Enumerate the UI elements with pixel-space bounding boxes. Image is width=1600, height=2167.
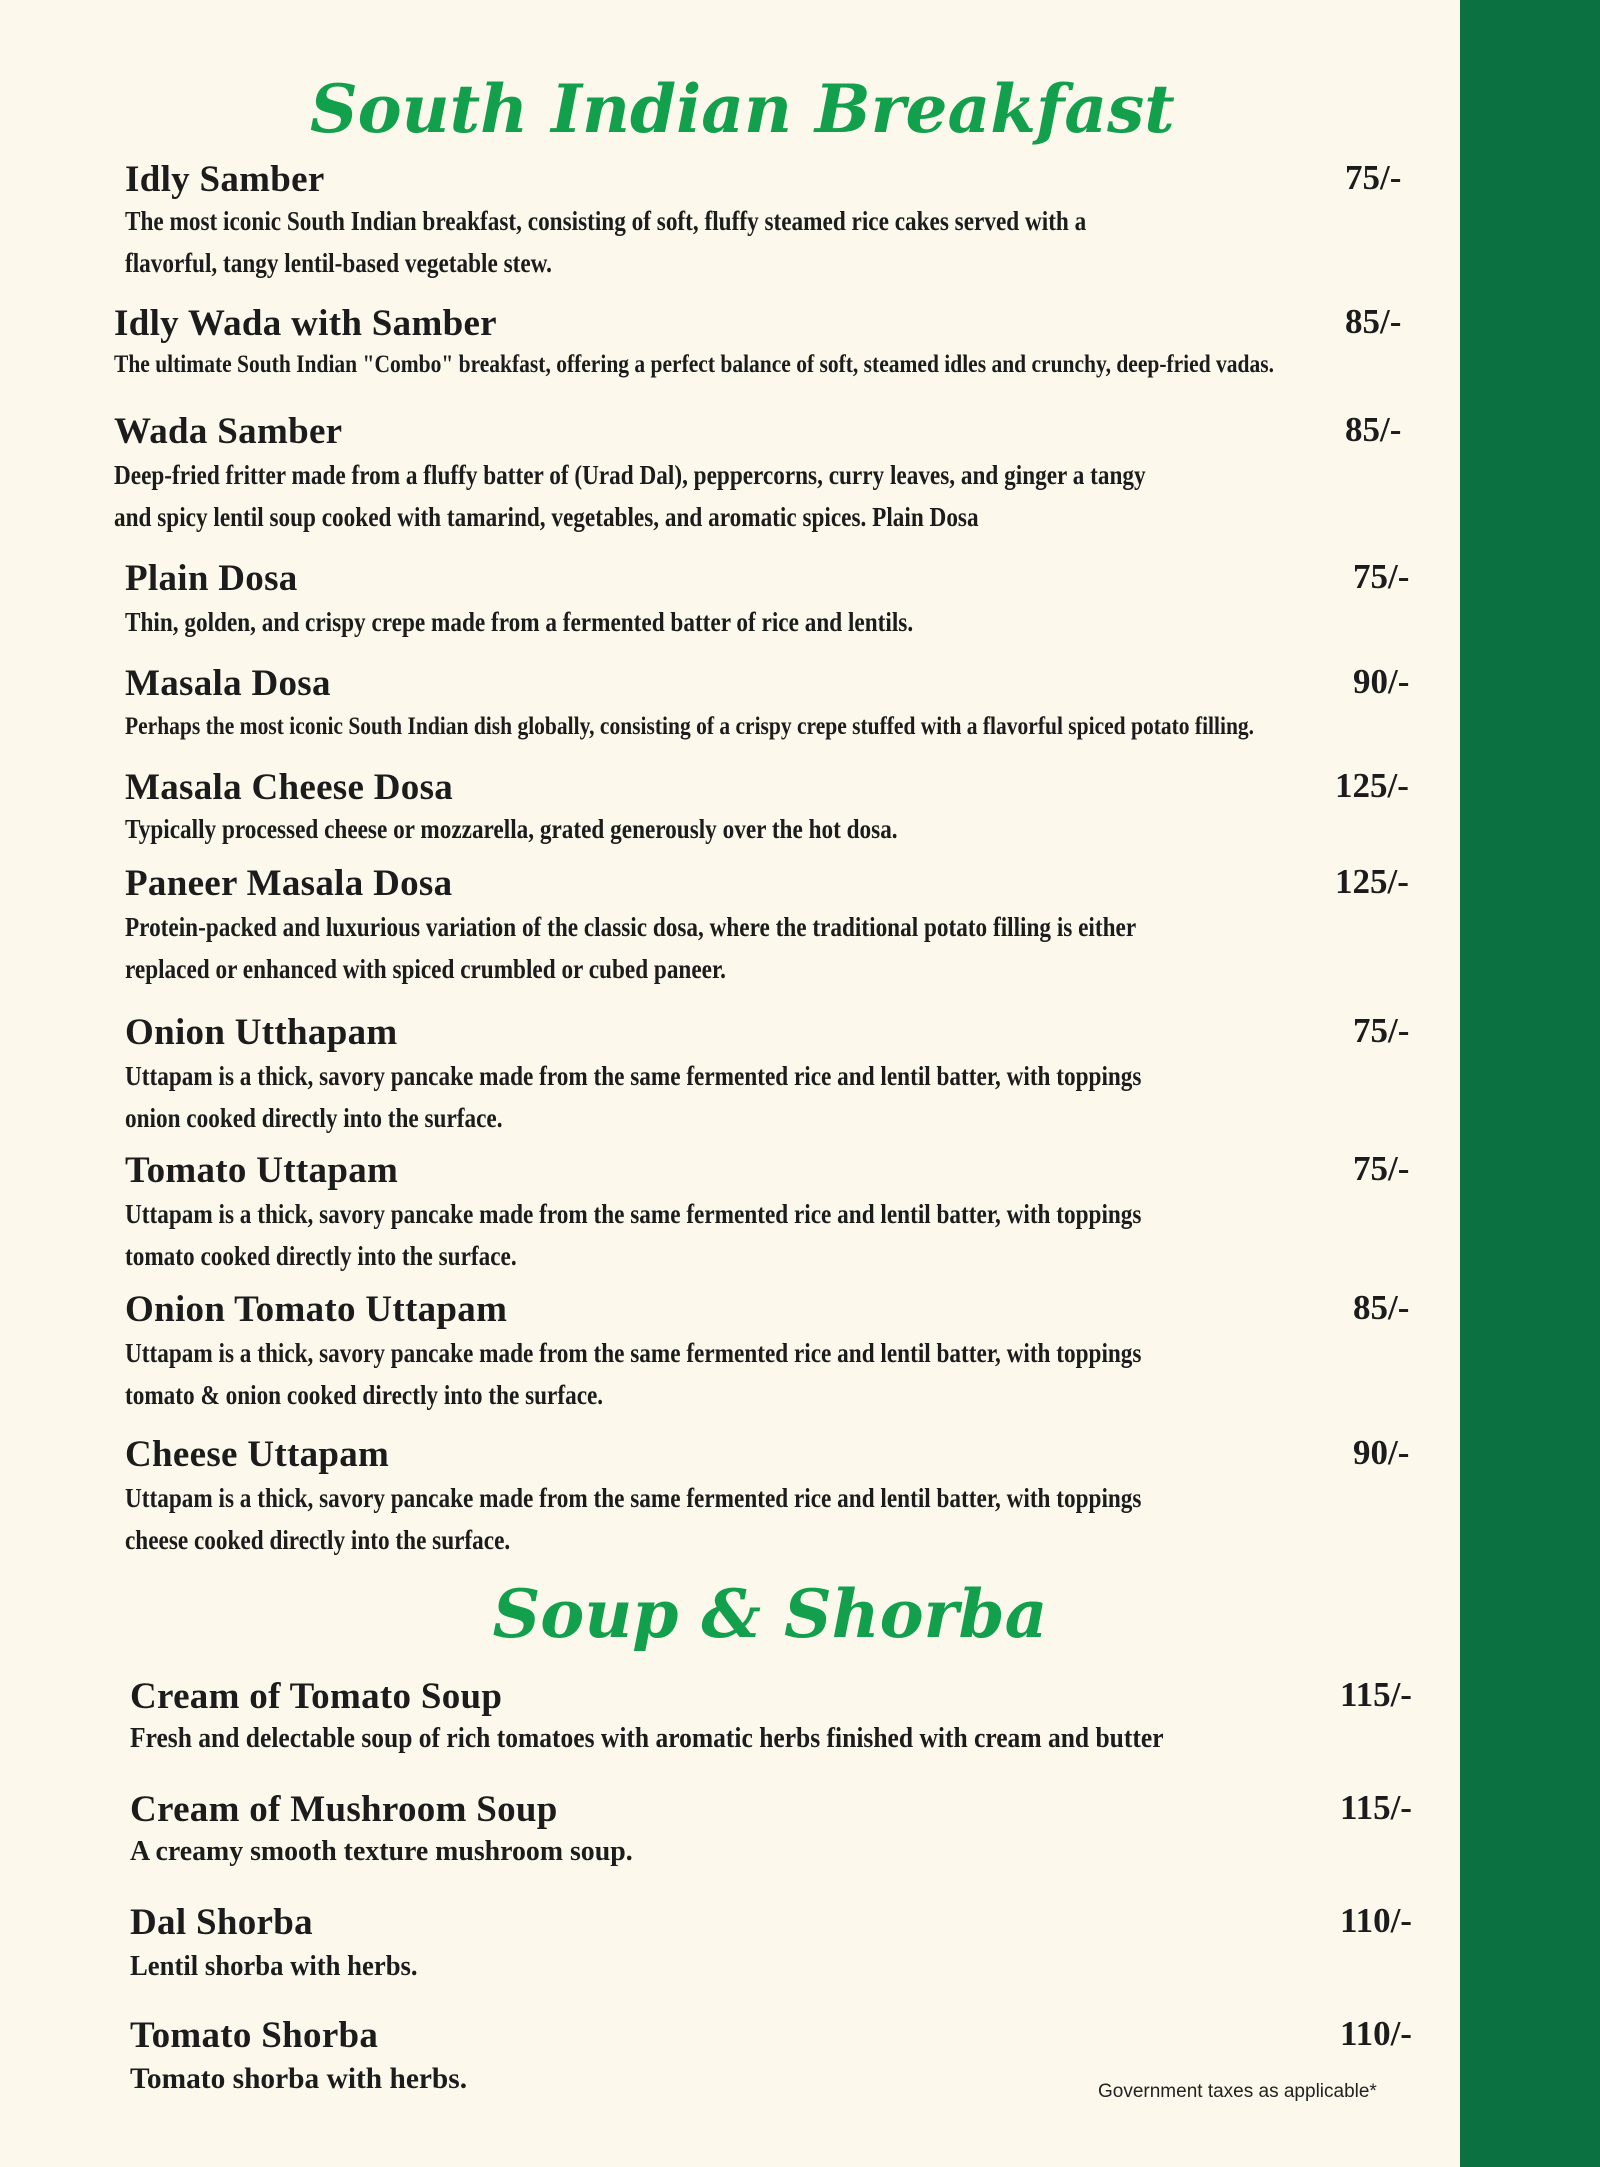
- item-name: Dal Shorba: [130, 1902, 313, 1943]
- section-title-breakfast: South Indian Breakfast: [310, 70, 1175, 148]
- item-description: Uttapam is a thick, savory pancake made from the same fermented rice and lentil batter, with toppings tomato & onion cooked directly into the surface.: [125, 1338, 1142, 1410]
- item-name: Onion Utthapam: [125, 1012, 398, 1053]
- item-description: Deep-fried fritter made from a fluffy batter of (Urad Dal), peppercorns, curry leaves, and ginger a tangy and spicy lentil soup cooked with tamarind, vegetables, and aromatic spices. Plain Dosa: [114, 460, 1146, 532]
- item-description: Protein-packed and luxurious variation of the classic dosa, where the traditional potato filling is either replaced or enhanced with spiced crumbled or cubed paneer.: [125, 912, 1136, 984]
- item-price: 125/-: [1335, 862, 1409, 901]
- item-description: Perhaps the most iconic South Indian dish globally, consisting of a crispy crepe stuffed with a flavorful spiced potato filling.: [125, 713, 1255, 740]
- item-name: Onion Tomato Uttapam: [125, 1289, 508, 1330]
- item-price: 85/-: [1345, 302, 1402, 341]
- item-price: 85/-: [1353, 1288, 1410, 1327]
- item-name: Idly Samber: [125, 159, 325, 200]
- item-price: 75/-: [1353, 1011, 1410, 1050]
- item-description: The most iconic South Indian breakfast, consisting of soft, fluffy steamed rice cakes served with a flavorful, tangy lentil-based vegetable stew.: [125, 206, 1087, 278]
- item-price: 115/-: [1340, 1788, 1412, 1827]
- item-price: 90/-: [1353, 1433, 1410, 1472]
- item-name: Masala Dosa: [125, 663, 331, 704]
- item-name: Plain Dosa: [125, 558, 298, 599]
- section-title-soup: Soup & Shorba: [492, 1575, 1048, 1653]
- item-description: A creamy smooth texture mushroom soup.: [130, 1835, 633, 1867]
- item-description: Typically processed cheese or mozzarella, grated generously over the hot dosa.: [125, 814, 898, 844]
- item-price: 110/-: [1340, 1901, 1412, 1940]
- item-name: Paneer Masala Dosa: [125, 863, 453, 904]
- item-description: Uttapam is a thick, savory pancake made from the same fermented rice and lentil batter, with toppings tomato cooked directly into the surface.: [125, 1199, 1142, 1271]
- item-description: Fresh and delectable soup of rich tomatoes with aromatic herbs finished with cream and butter: [130, 1722, 1164, 1754]
- item-name: Cheese Uttapam: [125, 1434, 390, 1475]
- item-price: 75/-: [1353, 1149, 1410, 1188]
- item-description: Thin, golden, and crispy crepe made from a fermented batter of rice and lentils.: [125, 607, 914, 637]
- side-color-band: [1460, 0, 1600, 2167]
- item-description: The ultimate South Indian "Combo" breakfast, offering a perfect balance of soft, steamed idles and crunchy, deep-fried vadas.: [114, 351, 1274, 378]
- item-name: Tomato Uttapam: [125, 1150, 399, 1191]
- item-price: 90/-: [1353, 662, 1410, 701]
- item-description: Lentil shorba with herbs.: [130, 1950, 418, 1982]
- item-price: 110/-: [1340, 2014, 1412, 2053]
- item-price: 125/-: [1335, 766, 1409, 805]
- item-price: 85/-: [1345, 410, 1402, 449]
- item-price: 75/-: [1345, 158, 1402, 197]
- item-name: Cream of Mushroom Soup: [130, 1789, 558, 1830]
- item-description: Uttapam is a thick, savory pancake made from the same fermented rice and lentil batter, with toppings cheese cooked directly into the surface.: [125, 1483, 1142, 1555]
- tax-footnote: Government taxes as applicable*: [1098, 2081, 1377, 2102]
- item-name: Cream of Tomato Soup: [130, 1676, 503, 1717]
- item-price: 75/-: [1353, 557, 1410, 596]
- item-description: Tomato shorba with herbs.: [130, 2062, 468, 2095]
- item-price: 115/-: [1340, 1675, 1412, 1714]
- item-name: Idly Wada with Samber: [114, 303, 497, 344]
- item-description: Uttapam is a thick, savory pancake made from the same fermented rice and lentil batter, with toppings onion cooked directly into the surface.: [125, 1061, 1142, 1133]
- item-name: Wada Samber: [114, 411, 343, 452]
- item-name: Tomato Shorba: [130, 2015, 379, 2056]
- item-name: Masala Cheese Dosa: [125, 767, 454, 808]
